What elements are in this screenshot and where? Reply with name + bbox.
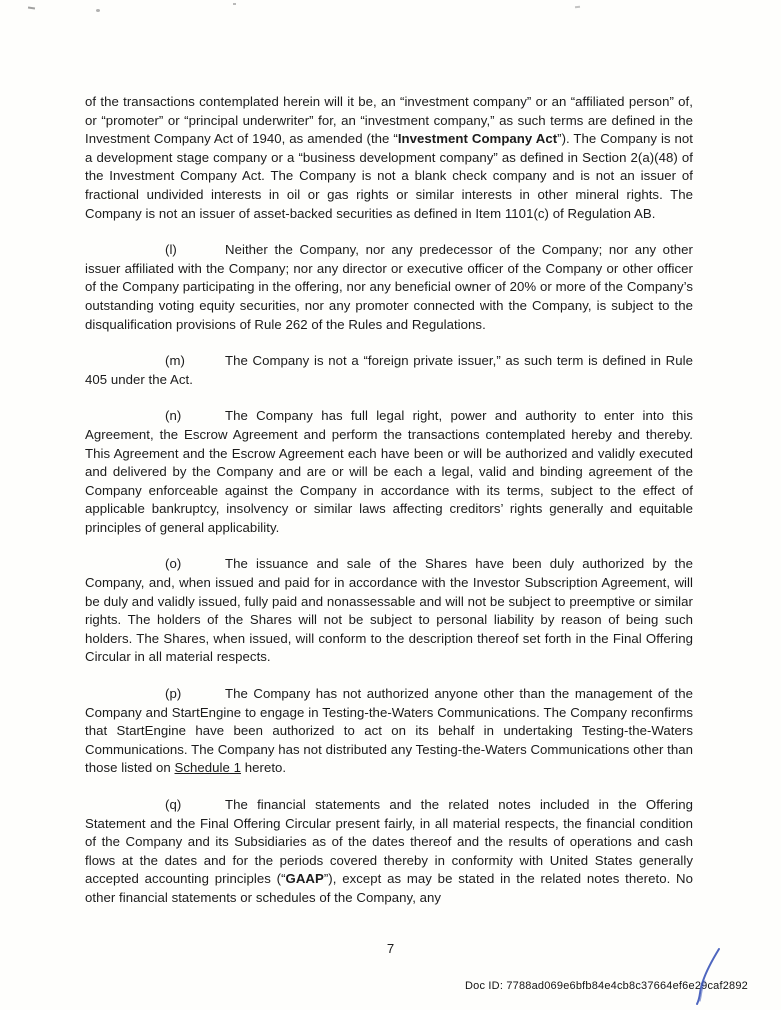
text-run: hereto. (241, 760, 287, 776)
text-run: Neither the Company, nor any predecessor of the Company; nor any other issuer affiliated with the Company; nor any director or executive officer of the Company or other officer of the Company participating in the offering, nor any beneficial owner of 20% or more of the Company’s outstanding voting equity securities, nor any promoter connected with the Company, is subject to the disqualification provisions of Rule 262 of the Rules and Regulations. (85, 242, 693, 332)
paragraph (85, 352, 693, 389)
paragraph-label: (m) (165, 353, 185, 369)
text-run: The issuance and sale of the Shares have been duly authorized by the Company, and, when issued and paid for in accordance with the Investor Subscription Agreement, will be duly and validly issued, fully paid and nonassessable and will not be subject to preemptive or similar rights. The holders of the Shares will not be subject to personal liability by reason of being such holders. The Shares, when issued, will conform to the description thereof set forth in the Final Offering Circular in all material respects. (85, 556, 693, 665)
scan-artifact (96, 9, 100, 12)
scan-artifact (233, 3, 236, 5)
page-number: 7 (386, 941, 395, 956)
text-run: of the transactions contemplated herein will it be, an “investment company” or an “affiliated person” of, or “promoter” or “principal underwriter” for, an “investment company,” as such terms are defined in the Investment Company Act of 1940, as amended (the “ (85, 94, 693, 147)
paragraph-label: (p) (165, 686, 182, 702)
scan-artifact (575, 6, 580, 9)
text-run: Schedule 1 (174, 760, 242, 776)
text-run: The Company has full legal right, power and authority to enter into this Agreement, the Escrow Agreement and perform the transactions contemplated hereby and thereby. This Agreement and the Escrow Agreement each have been or will be authorized and validly executed and delivered by the Company and are or will be each a legal, valid and binding agreement of the Company enforceable against the Company in accordance with its terms, subject to the effect of applicable bankruptcy, insolvency or similar laws affecting creditors’ rights generally and equitable principles of general applicability. (85, 408, 693, 535)
paragraph (85, 685, 693, 778)
text-run: ”), except as may be stated in the related notes thereto. No other financial statements or schedules of the Company, any (85, 871, 693, 905)
paragraph-label: (q) (165, 797, 182, 812)
paragraph (85, 241, 693, 334)
paragraph (85, 93, 693, 223)
text-run: The financial statements and the related notes included in the Offering Statement and the Final Offering Circular present fairly, in all material respects, the financial condition of the Company and its Subsidiaries as of the dates thereof and the results of operations and cash flows at the dates and for the periods covered thereby in conformity with United States generally accepted accounting principles (“ (85, 797, 693, 887)
paragraph-label: (n) (165, 408, 182, 424)
text-run: The Company is not a “foreign private issuer,” as such term is defined in Rule 405 under the Act. (85, 353, 693, 387)
paragraph (85, 796, 693, 908)
paragraph-label: (o) (165, 556, 182, 572)
text-run: Investment Company Act (397, 131, 558, 147)
paragraph-label: (l) (165, 242, 177, 258)
text-run: GAAP (285, 871, 324, 887)
paragraph (85, 407, 693, 537)
scan-artifact (28, 7, 35, 10)
text-run: The Company has not authorized anyone other than the management of the Company and StartEngine to engage in Testing-the-Waters Communications. The Company reconfirms that StartEngine have been authorized to act on its behalf in undertaking Testing-the-Waters Communications. The Company has not distributed any Testing-the-Waters Communications other than those listed on (85, 686, 693, 776)
text-run: ”). The Company is not a development stage company or a “business development company” as defined in Section 2(a)(48) of the Investment Company Act. The Company is not a blank check company and is not an issuer of fractional undivided interests in oil or gas rights or similar interests in other mineral rights. The Company is not an issuer of asset-backed securities as defined in Item 1101(c) of Regulation AB. (85, 131, 693, 221)
doc-id: Doc ID: 7788ad069e6bfb84e4cb8c37664ef6e29caf2892 (465, 980, 748, 992)
document-body (85, 93, 693, 926)
paragraph (85, 555, 693, 667)
